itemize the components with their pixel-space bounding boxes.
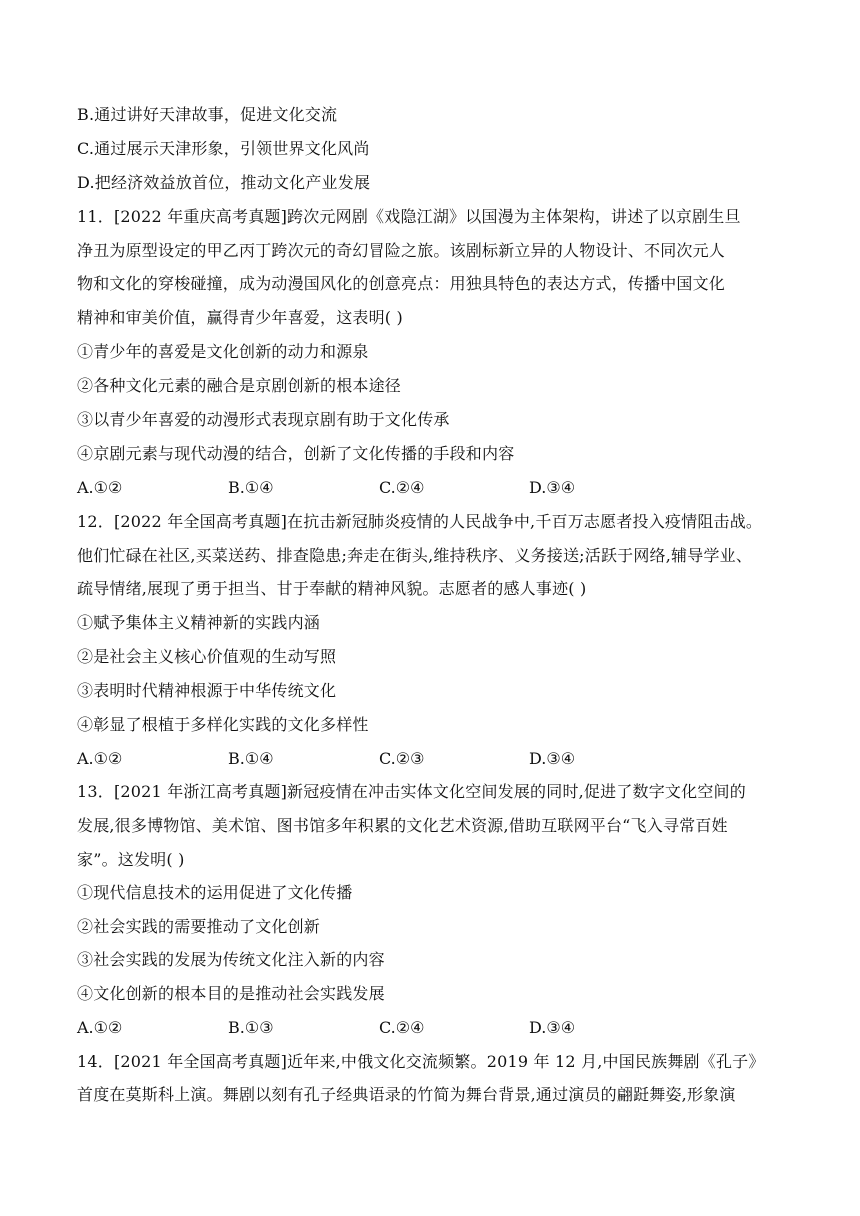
q14-stem-line: 14．[2021 年全国高考真题]近年来,中俄文化交流频繁。2019 年 12 月,中国民族舞剧《孔子》 [77, 1052, 765, 1071]
q14-stem-line: 首度在莫斯科上演。舞剧以刻有孔子经典语录的竹简为舞台背景,通过演员的翩跹舞姿,形象演 [77, 1085, 736, 1104]
q11-option-d: D.③④ [529, 478, 576, 497]
q11-stem-line: 11．[2022 年重庆高考真题]跨次元网剧《戏隐江湖》以国漫为主体架构，讲述了以京剧生旦 [77, 207, 741, 226]
q12-option-a: A.①② [77, 749, 123, 768]
q13-stem-line: 发展,很多博物馆、美术馆、图书馆多年积累的文化艺术资源,借助互联网平台“飞入寻常百姓 [77, 816, 728, 835]
q13-stem-line: 13．[2021 年浙江高考真题]新冠疫情在冲击实体文化空间发展的同时,促进了数字文化空间的 [77, 782, 746, 801]
q12-statement: ④彰显了根植于多样化实践的文化多样性 [77, 715, 369, 734]
q13-statement: ④文化创新的根本目的是推动社会实践发展 [77, 984, 385, 1003]
q11-option-b: B.①④ [228, 478, 274, 497]
q11-statement: ①青少年的喜爱是文化创新的动力和源泉 [77, 342, 369, 361]
q11-statement: ②各种文化元素的融合是京剧创新的根本途径 [77, 376, 402, 395]
q12-options [77, 749, 777, 769]
q12-stem-line: 他们忙碌在社区,买菜送药、排查隐患;奔走在街头,维持秩序、义务接送;活跃于网络,辅导学业、 [77, 546, 753, 565]
q10-option-b: B.通过讲好天津故事，促进文化交流 [77, 105, 338, 124]
q13-statement: ①现代信息技术的运用促进了文化传播 [77, 883, 353, 902]
q11-statement: ③以青少年喜爱的动漫形式表现京剧有助于文化传承 [77, 410, 450, 429]
q11-option-a: A.①② [77, 478, 123, 497]
q12-option-d: D.③④ [529, 749, 576, 768]
q11-options [77, 478, 777, 498]
q10-option-c: C.通过展示天津形象，引领世界文化风尚 [77, 139, 370, 158]
q13-option-a: A.①② [77, 1018, 123, 1037]
q11-stem-line: 净丑为原型设定的甲乙丙丁跨次元的奇幻冒险之旅。该剧标新立异的人物设计、不同次元人 [77, 241, 726, 260]
q13-stem-line: 家”。这发明( ) [77, 850, 185, 869]
q13-statement: ②社会实践的需要推动了文化创新 [77, 917, 321, 936]
q11-stem-line: 精神和审美价值，赢得青少年喜爱，这表明( ) [77, 308, 403, 327]
q13-options [77, 1018, 777, 1038]
q12-stem-line: 12．[2022 年全国高考真题]在抗击新冠肺炎疫情的人民战争中,千百万志愿者投入疫情阻击战。 [77, 512, 763, 531]
q13-option-d: D.③④ [529, 1018, 576, 1037]
q12-option-b: B.①④ [228, 749, 274, 768]
q12-option-c: C.②③ [379, 749, 425, 768]
q12-statement: ③表明时代精神根源于中华传统文化 [77, 681, 337, 700]
q12-statement: ①赋予集体主义精神新的实践内涵 [77, 613, 321, 632]
q12-stem-line: 疏导情绪,展现了勇于担当、甘于奉献的精神风貌。志愿者的感人事迹( ) [77, 579, 587, 598]
q11-statement: ④京剧元素与现代动漫的结合，创新了文化传播的手段和内容 [77, 444, 515, 463]
q13-option-c: C.②④ [379, 1018, 425, 1037]
q10-option-d: D.把经济效益放首位，推动文化产业发展 [77, 173, 371, 192]
q11-stem-line: 物和文化的穿梭碰撞，成为动漫国风化的创意亮点：用独具特色的表达方式，传播中国文化 [77, 274, 726, 293]
q13-option-b: B.①③ [228, 1018, 274, 1037]
q13-statement: ③社会实践的发展为传统文化注入新的内容 [77, 950, 385, 969]
q12-statement: ②是社会主义核心价值观的生动写照 [77, 647, 337, 666]
q11-option-c: C.②④ [379, 478, 425, 497]
